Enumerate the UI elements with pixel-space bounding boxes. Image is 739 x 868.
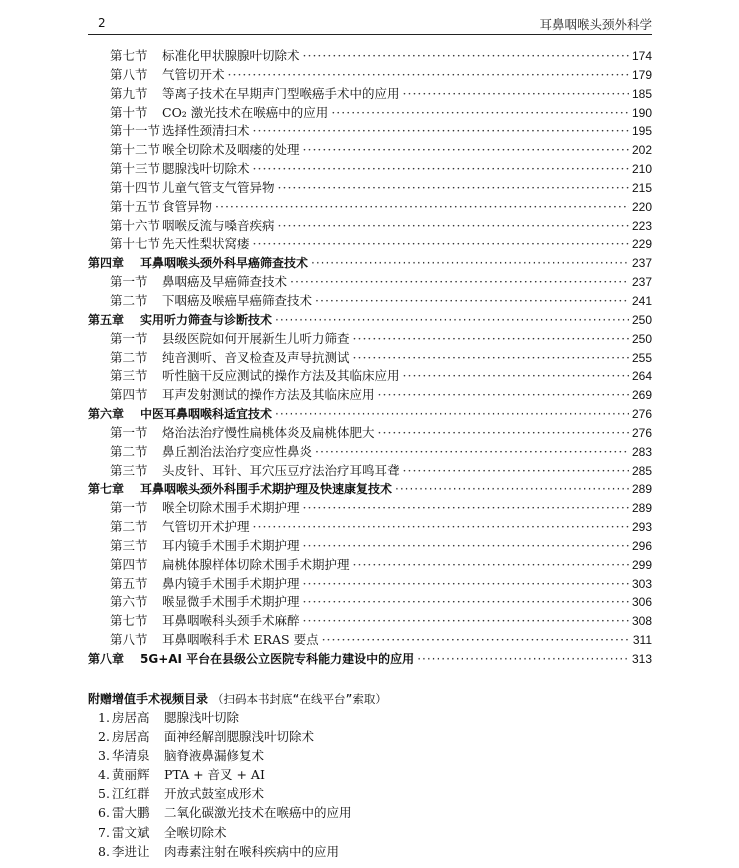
dot-leader	[403, 367, 629, 386]
toc-entry-number: 第十节	[110, 104, 148, 120]
toc-chapter-entry	[88, 650, 652, 669]
dot-leader	[253, 160, 629, 179]
toc-section-entry	[88, 349, 652, 368]
toc-entry-page: 299	[631, 557, 652, 572]
toc-entry-page: 269	[631, 388, 652, 403]
toc-entry-title: 食管异物	[162, 198, 213, 214]
toc-entry-title: 腮腺浅叶切除术	[162, 161, 250, 177]
toc-entry-title: 鼻咽癌及早癌筛查技术	[162, 274, 288, 290]
book-title: 耳鼻咽喉头颈外科学	[539, 17, 652, 32]
toc-section-entry	[88, 518, 652, 537]
toc-section-entry	[88, 122, 652, 141]
toc-entry-title: 耳声发射测试的操作方法及其临床应用	[162, 387, 375, 403]
dot-leader	[303, 141, 629, 160]
video-list-item	[88, 708, 648, 727]
toc-section-entry	[88, 499, 652, 518]
toc-entry-number: 第十六节	[110, 217, 161, 233]
video-list-item	[88, 727, 648, 746]
toc-entry-page: 303	[631, 576, 652, 591]
toc-section-entry	[88, 47, 652, 66]
toc-entry-number: 第三节	[110, 537, 148, 553]
toc-entry-title: 等离子技术在早期声门型喉癌手术中的应用	[162, 85, 400, 101]
toc-entry-number: 第七节	[110, 613, 148, 629]
toc-entry-number: 第八节	[110, 632, 148, 648]
toc-entry-number: 第八节	[110, 66, 148, 82]
toc-entry-title: 气管切开术	[162, 66, 225, 82]
toc-entry-number: 第十一节	[110, 123, 161, 139]
toc-entry-page: 250	[631, 312, 652, 327]
dot-leader	[311, 254, 629, 273]
video-item-number: 6.	[98, 805, 110, 821]
toc-entry-title: 烙治法治疗慢性扁桃体炎及扁桃体肥大	[162, 424, 375, 440]
dot-leader	[395, 480, 629, 499]
video-item-title: 肉毒素注射在喉科疾病中的应用	[164, 843, 340, 859]
toc-section-entry	[88, 593, 652, 612]
toc-entry-title: 耳内镜手术围手术期护理	[162, 537, 300, 553]
toc-entry-number: 第二节	[110, 349, 148, 365]
toc-entry-number: 第五节	[110, 575, 148, 591]
toc-section-entry	[88, 556, 652, 575]
toc-entry-title: 中医耳鼻咽喉科适宜技术	[140, 407, 273, 422]
dot-leader	[303, 47, 629, 66]
dot-leader	[303, 612, 629, 631]
page-number: 2	[98, 16, 106, 30]
toc-entry-page: 202	[631, 143, 652, 158]
dot-leader	[275, 311, 629, 330]
toc-entry-title: 耳鼻咽喉科手术 ERAS 要点	[162, 632, 319, 648]
dot-leader	[303, 575, 629, 594]
toc-entry-page: 296	[631, 538, 652, 553]
toc-entry-number: 第十三节	[110, 161, 161, 177]
video-item-author: 江红群	[112, 786, 150, 802]
video-list-item	[88, 842, 648, 861]
toc-entry-number: 第十七节	[110, 236, 161, 252]
toc-entry-title: 5G+AI 平台在县级公立医院专科能力建设中的应用	[140, 652, 415, 666]
toc-entry-number: 第一节	[110, 424, 148, 440]
toc-entry-page: 210	[631, 162, 652, 177]
video-item-title: 腮腺浅叶切除	[164, 710, 240, 725]
video-item-number: 3.	[98, 748, 110, 764]
toc-entry-number: 第八章	[88, 652, 125, 666]
toc-section-entry	[88, 386, 652, 405]
video-list	[88, 689, 648, 861]
video-item-number: 4.	[98, 767, 110, 783]
toc-entry-title: 下咽癌及喉癌早癌筛查技术	[162, 292, 313, 308]
dot-leader	[278, 179, 629, 198]
toc-section-entry	[88, 537, 652, 556]
toc-entry-title: 纯音测听、音叉检查及声导抗测试	[162, 349, 350, 365]
toc-entry-number: 第七章	[88, 482, 125, 497]
running-header	[88, 14, 652, 35]
toc-entry-number: 第四章	[88, 256, 125, 271]
toc-entry-title: 耳鼻咽喉头颈外科早癌筛查技术	[140, 256, 309, 271]
toc-entry-title: 耳鼻咽喉科头颈手术麻醉	[162, 613, 300, 629]
dot-leader	[253, 122, 629, 141]
toc-section-entry	[88, 462, 652, 481]
toc-entry-number: 第一节	[110, 330, 148, 346]
toc-entry-page: 308	[631, 614, 652, 629]
video-list-heading	[88, 689, 648, 708]
toc-entry-page: 223	[631, 218, 652, 233]
toc-entry-title: 耳鼻咽喉头颈外科围手术期护理及快速康复技术	[140, 482, 393, 497]
toc-entry-number: 第十四节	[110, 179, 161, 195]
toc-section-entry	[88, 179, 652, 198]
dot-leader	[303, 593, 629, 612]
toc-section-entry	[88, 330, 652, 349]
toc-entry-page: 174	[631, 49, 652, 63]
toc-entry-number: 第四节	[110, 387, 148, 403]
toc-entry-title: 先天性梨状窝瘘	[162, 236, 250, 252]
toc-section-entry	[88, 273, 652, 292]
video-item-author: 雷大鹏	[112, 805, 150, 821]
toc-chapter-entry	[88, 254, 652, 273]
toc-entry-page: 255	[631, 350, 652, 365]
toc-entry-page: 241	[631, 293, 652, 308]
toc-entry-page: 215	[631, 180, 652, 195]
toc-entry-number: 第一节	[110, 500, 148, 516]
video-item-number: 8.	[98, 843, 110, 859]
toc-entry-title: 鼻丘割治法治疗变应性鼻炎	[162, 443, 313, 459]
toc-entry-number: 第六节	[110, 594, 148, 610]
video-heading-title: 附赠增值手术视频目录	[88, 692, 209, 706]
toc-section-entry	[88, 198, 652, 217]
video-item-author: 房居高	[112, 710, 150, 725]
toc-section-entry	[88, 104, 652, 123]
toc-section-entry	[88, 235, 652, 254]
toc-entry-page: 276	[631, 425, 652, 440]
toc-entry-page: 264	[631, 369, 652, 384]
toc-entry-title: 标准化甲状腺腺叶切除术	[162, 48, 300, 63]
video-item-author: 华清泉	[112, 748, 150, 764]
toc-entry-title: 县级医院如何开展新生儿听力筛查	[162, 330, 350, 346]
toc-entry-title: 咽喉反流与嗓音疾病	[162, 217, 275, 233]
toc-section-entry	[88, 66, 652, 85]
video-item-author: 房居高	[112, 729, 150, 745]
dot-leader	[322, 631, 630, 650]
video-list-item	[88, 784, 648, 803]
toc-entry-page: 190	[631, 105, 652, 120]
dot-leader	[403, 85, 629, 104]
toc-entry-number: 第三节	[110, 368, 148, 384]
toc-entry-title: 气管切开术护理	[162, 519, 250, 535]
toc-entry-title: 实用听力筛查与诊断技术	[140, 312, 273, 327]
toc-entry-page: 229	[631, 237, 652, 252]
toc-section-entry	[88, 443, 652, 462]
toc-entry-page: 237	[631, 256, 652, 271]
dot-leader	[378, 424, 629, 443]
toc-section-entry	[88, 367, 652, 386]
toc-chapter-entry	[88, 405, 652, 424]
toc-entry-page: 285	[631, 463, 652, 478]
toc-entry-page: 276	[631, 407, 652, 422]
video-item-title: 开放式鼓室成形术	[164, 786, 265, 802]
toc-entry-number: 第十二节	[110, 142, 161, 158]
toc-entry-page: 237	[631, 275, 652, 290]
dot-leader	[303, 499, 629, 518]
dot-leader	[403, 462, 629, 481]
toc-entry-page: 283	[631, 444, 652, 459]
toc-entry-page: 306	[631, 595, 652, 610]
dot-leader	[253, 518, 629, 537]
toc-entry-page: 293	[631, 520, 652, 535]
toc-entry-number: 第二节	[110, 443, 148, 459]
toc-entry-number: 第一节	[110, 274, 148, 290]
toc-entry-number: 第四节	[110, 556, 148, 572]
toc-section-entry	[88, 85, 652, 104]
toc-entry-number: 第十五节	[110, 198, 161, 214]
toc-entry-page: 289	[631, 482, 652, 497]
dot-leader	[228, 66, 629, 85]
toc-entry-number: 第二节	[110, 519, 148, 535]
dot-leader	[275, 405, 629, 424]
toc-section-entry	[88, 612, 652, 631]
toc-section-entry	[88, 575, 652, 594]
video-item-title: 脑脊液鼻漏修复术	[164, 748, 265, 764]
toc-entry-page: 220	[631, 199, 652, 214]
table-of-contents	[88, 47, 652, 669]
dot-leader	[353, 349, 629, 368]
toc-section-entry	[88, 292, 652, 311]
toc-entry-number: 第三节	[110, 462, 148, 478]
dot-leader	[290, 273, 629, 292]
dot-leader	[215, 198, 629, 217]
video-heading-note: （扫码本书封底“在线平台”索取）	[212, 692, 387, 706]
toc-entry-title: CO₂ 激光技术在喉癌中的应用	[162, 104, 329, 120]
toc-section-entry	[88, 217, 652, 236]
video-item-number: 7.	[98, 824, 110, 840]
toc-entry-page: 311	[632, 633, 652, 648]
toc-entry-title: 选择性颈清扫术	[162, 123, 250, 139]
video-item-author: 黄丽辉	[112, 767, 150, 783]
video-item-number: 2.	[98, 729, 110, 745]
video-list-item	[88, 823, 648, 842]
toc-entry-title: 儿童气管支气管异物	[162, 179, 275, 195]
dot-leader	[331, 104, 629, 123]
video-item-title: 面神经解剖腮腺浅叶切除术	[164, 729, 315, 745]
video-item-number: 1.	[98, 710, 110, 725]
toc-entry-page: 250	[631, 331, 652, 346]
toc-entry-number: 第五章	[88, 312, 125, 327]
dot-leader	[353, 330, 629, 349]
video-item-number: 5.	[98, 786, 110, 802]
toc-entry-number: 第二节	[110, 292, 148, 308]
toc-chapter-entry	[88, 311, 652, 330]
toc-entry-number: 第七节	[110, 48, 148, 63]
video-list-item	[88, 803, 648, 822]
toc-section-entry	[88, 424, 652, 443]
toc-section-entry	[88, 160, 652, 179]
toc-entry-title: 喉全切除术及咽瘘的处理	[162, 142, 300, 158]
toc-entry-page: 179	[631, 67, 652, 82]
toc-entry-title: 喉全切除术围手术期护理	[162, 500, 300, 516]
toc-entry-title: 听性脑干反应测试的操作方法及其临床应用	[162, 368, 400, 384]
toc-entry-title: 扁桃体腺样体切除术围手术期护理	[162, 556, 350, 572]
video-item-author: 李进让	[112, 843, 150, 859]
toc-section-entry	[88, 141, 652, 160]
toc-entry-page: 195	[631, 124, 652, 139]
video-list-item	[88, 765, 648, 784]
toc-chapter-entry	[88, 480, 652, 499]
dot-leader	[315, 443, 629, 462]
dot-leader	[303, 537, 629, 556]
toc-entry-title: 鼻内镜手术围手术期护理	[162, 575, 300, 591]
toc-entry-page: 313	[631, 652, 652, 666]
video-list-item	[88, 746, 648, 765]
dot-leader	[378, 386, 629, 405]
video-item-author: 雷文斌	[112, 824, 150, 840]
video-item-title: 二氧化碳激光技术在喉癌中的应用	[164, 805, 352, 821]
video-item-title: PTA + 音叉 + AI	[164, 767, 265, 783]
dot-leader	[353, 556, 629, 575]
toc-entry-title: 头皮针、耳针、耳穴压豆疗法治疗耳鸣耳聋	[162, 462, 400, 478]
video-item-title: 全喉切除术	[164, 824, 227, 840]
toc-entry-page: 289	[631, 501, 652, 516]
dot-leader	[278, 217, 629, 236]
toc-section-entry	[88, 631, 652, 650]
toc-entry-title: 喉显微手术围手术期护理	[162, 594, 300, 610]
dot-leader	[315, 292, 629, 311]
dot-leader	[253, 235, 629, 254]
toc-entry-number: 第九节	[110, 85, 148, 101]
dot-leader	[417, 650, 629, 669]
toc-entry-number: 第六章	[88, 407, 125, 422]
toc-entry-page: 185	[631, 86, 652, 101]
